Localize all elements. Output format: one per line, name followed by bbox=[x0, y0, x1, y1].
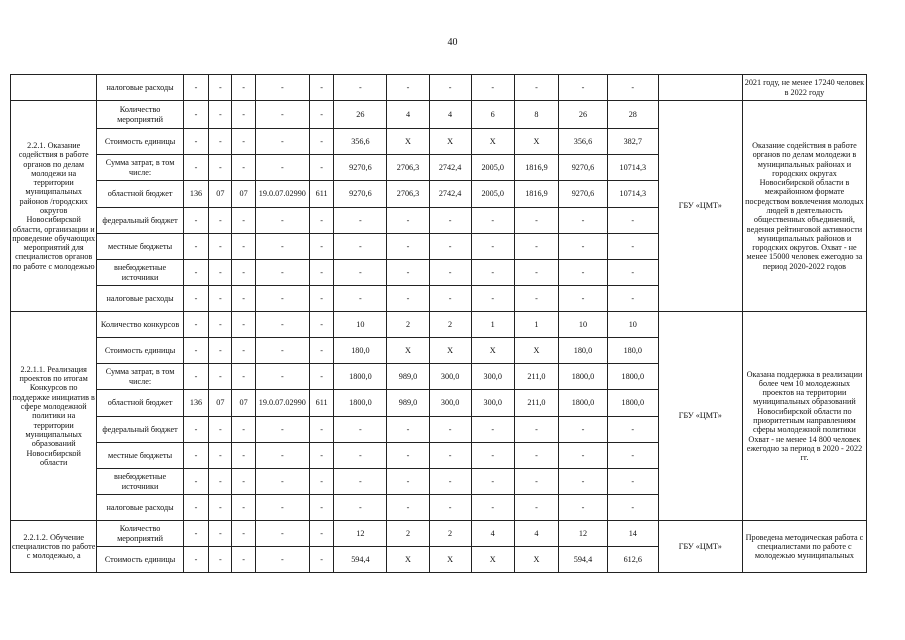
value-cell: 10714,3 bbox=[607, 181, 658, 208]
value-cell: - bbox=[387, 286, 429, 312]
value-cell: - bbox=[514, 443, 558, 469]
expected-result-cell: Оказана поддержка в реализации более чем 10 молодежных проектов на территории муниципальных образований Новосибирской области по приоритетным направлениям сферы молодежной политики Охват - не менее 14 800 человек ежегодно за период в 2020 - 2022 гг. bbox=[742, 312, 866, 521]
value-cell: - bbox=[471, 443, 514, 469]
value-cell: X bbox=[387, 547, 429, 573]
value-cell: - bbox=[514, 417, 558, 443]
code-cell: - bbox=[255, 260, 309, 286]
indicator-cell: Количество мероприятий bbox=[97, 521, 183, 547]
value-cell: 12 bbox=[559, 521, 608, 547]
code-cell: - bbox=[255, 234, 309, 260]
value-cell: - bbox=[387, 260, 429, 286]
value-cell: 612,6 bbox=[607, 547, 658, 573]
value-cell: - bbox=[387, 417, 429, 443]
code-cell: - bbox=[255, 469, 309, 495]
value-cell: - bbox=[471, 260, 514, 286]
code-cell: 611 bbox=[309, 181, 333, 208]
code-cell: - bbox=[209, 469, 232, 495]
code-cell: - bbox=[209, 234, 232, 260]
value-cell: 211,0 bbox=[514, 364, 558, 390]
value-cell: - bbox=[429, 286, 471, 312]
expected-result-cell: Проведена методическая работа с специалистами по работе с молодежью муниципальных bbox=[742, 521, 866, 573]
code-cell: - bbox=[183, 364, 208, 390]
code-cell: 07 bbox=[209, 181, 232, 208]
value-cell: X bbox=[429, 338, 471, 364]
value-cell: - bbox=[334, 208, 387, 234]
value-cell: - bbox=[607, 208, 658, 234]
value-cell: 989,0 bbox=[387, 364, 429, 390]
value-cell: X bbox=[429, 547, 471, 573]
value-cell: - bbox=[387, 495, 429, 521]
code-cell: 136 bbox=[183, 390, 208, 417]
value-cell: X bbox=[429, 129, 471, 155]
code-cell: - bbox=[209, 443, 232, 469]
code-cell: - bbox=[183, 260, 208, 286]
code-cell: - bbox=[209, 129, 232, 155]
executor-cell bbox=[658, 75, 742, 101]
value-cell: - bbox=[514, 286, 558, 312]
value-cell: 4 bbox=[471, 521, 514, 547]
value-cell: - bbox=[334, 469, 387, 495]
code-cell: - bbox=[209, 547, 232, 573]
code-cell: - bbox=[232, 469, 255, 495]
code-cell: - bbox=[183, 495, 208, 521]
code-cell: - bbox=[183, 234, 208, 260]
value-cell: 1800,0 bbox=[607, 390, 658, 417]
value-cell: - bbox=[514, 208, 558, 234]
executor-cell: ГБУ «ЦМТ» bbox=[658, 521, 742, 573]
value-cell: 180,0 bbox=[607, 338, 658, 364]
value-cell: - bbox=[559, 208, 608, 234]
value-cell: - bbox=[334, 417, 387, 443]
code-cell: - bbox=[183, 338, 208, 364]
value-cell: - bbox=[429, 495, 471, 521]
value-cell: - bbox=[559, 286, 608, 312]
value-cell: 180,0 bbox=[334, 338, 387, 364]
measure-name-cell: 2.2.1. Оказание содействия в работе органов по делам молодежи на территории муниципальных районов /городских округов Новосибирской области, организации и проведение обучающих мероприятий для специалистов органов по работе с молодежью bbox=[11, 101, 97, 312]
value-cell: 2 bbox=[387, 521, 429, 547]
code-cell: - bbox=[183, 469, 208, 495]
code-cell: - bbox=[183, 312, 208, 338]
value-cell: 2706,3 bbox=[387, 155, 429, 181]
code-cell: - bbox=[209, 75, 232, 101]
code-cell: - bbox=[309, 155, 333, 181]
code-cell: - bbox=[309, 547, 333, 573]
code-cell: - bbox=[209, 521, 232, 547]
indicator-cell: Количество конкурсов bbox=[97, 312, 183, 338]
code-cell: - bbox=[255, 75, 309, 101]
code-cell: - bbox=[183, 208, 208, 234]
code-cell: 136 bbox=[183, 181, 208, 208]
code-cell: - bbox=[255, 338, 309, 364]
value-cell: X bbox=[514, 547, 558, 573]
indicator-cell: местные бюджеты bbox=[97, 234, 183, 260]
value-cell: 26 bbox=[559, 101, 608, 129]
executor-cell: ГБУ «ЦМТ» bbox=[658, 101, 742, 312]
value-cell: - bbox=[429, 208, 471, 234]
value-cell: 26 bbox=[334, 101, 387, 129]
program-table bbox=[10, 74, 867, 573]
code-cell: 611 bbox=[309, 390, 333, 417]
value-cell: - bbox=[429, 234, 471, 260]
value-cell: 1800,0 bbox=[334, 390, 387, 417]
code-cell: - bbox=[232, 129, 255, 155]
value-cell: 594,4 bbox=[334, 547, 387, 573]
code-cell: - bbox=[183, 286, 208, 312]
indicator-cell: налоговые расходы bbox=[97, 495, 183, 521]
value-cell: 10 bbox=[559, 312, 608, 338]
code-cell: - bbox=[232, 547, 255, 573]
value-cell: - bbox=[607, 75, 658, 101]
code-cell: - bbox=[309, 469, 333, 495]
value-cell: - bbox=[387, 443, 429, 469]
value-cell: - bbox=[429, 75, 471, 101]
indicator-cell: Сумма затрат, в том числе: bbox=[97, 155, 183, 181]
code-cell: - bbox=[232, 75, 255, 101]
value-cell: 989,0 bbox=[387, 390, 429, 417]
measure-name-cell: 2.2.1.2. Обучение специалистов по работе с молодежью, а bbox=[11, 521, 97, 573]
value-cell: - bbox=[471, 75, 514, 101]
value-cell: 14 bbox=[607, 521, 658, 547]
value-cell: 300,0 bbox=[471, 390, 514, 417]
value-cell: - bbox=[429, 417, 471, 443]
value-cell: 2005,0 bbox=[471, 155, 514, 181]
value-cell: 1 bbox=[471, 312, 514, 338]
value-cell: 2742,4 bbox=[429, 155, 471, 181]
code-cell: - bbox=[309, 75, 333, 101]
code-cell: - bbox=[183, 101, 208, 129]
code-cell: 19.0.07.02990 bbox=[255, 181, 309, 208]
code-cell: - bbox=[209, 155, 232, 181]
value-cell: - bbox=[607, 286, 658, 312]
value-cell: - bbox=[471, 286, 514, 312]
code-cell: - bbox=[255, 364, 309, 390]
code-cell: - bbox=[232, 364, 255, 390]
value-cell: 9270,6 bbox=[334, 155, 387, 181]
table-row bbox=[11, 75, 867, 101]
value-cell: 10 bbox=[334, 312, 387, 338]
code-cell: - bbox=[232, 417, 255, 443]
code-cell: 07 bbox=[232, 181, 255, 208]
code-cell: - bbox=[309, 129, 333, 155]
value-cell: - bbox=[334, 260, 387, 286]
code-cell: - bbox=[309, 286, 333, 312]
code-cell: - bbox=[255, 101, 309, 129]
code-cell: - bbox=[232, 338, 255, 364]
value-cell: - bbox=[607, 469, 658, 495]
indicator-cell: областной бюджет bbox=[97, 390, 183, 417]
code-cell: - bbox=[232, 234, 255, 260]
value-cell: - bbox=[429, 443, 471, 469]
code-cell: - bbox=[183, 443, 208, 469]
code-cell: - bbox=[309, 260, 333, 286]
indicator-cell: Стоимость единицы bbox=[97, 129, 183, 155]
value-cell: 1800,0 bbox=[559, 364, 608, 390]
code-cell: 19.0.07.02990 bbox=[255, 390, 309, 417]
code-cell: - bbox=[255, 547, 309, 573]
name-cell bbox=[11, 75, 97, 101]
value-cell: - bbox=[607, 234, 658, 260]
value-cell: 594,4 bbox=[559, 547, 608, 573]
code-cell: - bbox=[209, 364, 232, 390]
value-cell: - bbox=[607, 260, 658, 286]
value-cell: 2005,0 bbox=[471, 181, 514, 208]
code-cell: - bbox=[309, 417, 333, 443]
value-cell: 356,6 bbox=[559, 129, 608, 155]
code-cell: - bbox=[183, 547, 208, 573]
table-row bbox=[11, 101, 867, 129]
code-cell: - bbox=[232, 260, 255, 286]
value-cell: 1800,0 bbox=[607, 364, 658, 390]
value-cell: 12 bbox=[334, 521, 387, 547]
code-cell: - bbox=[183, 129, 208, 155]
value-cell: - bbox=[559, 75, 608, 101]
code-cell: - bbox=[255, 208, 309, 234]
value-cell: 300,0 bbox=[471, 364, 514, 390]
value-cell: - bbox=[471, 208, 514, 234]
code-cell: - bbox=[309, 443, 333, 469]
code-cell: - bbox=[232, 495, 255, 521]
value-cell: 2706,3 bbox=[387, 181, 429, 208]
code-cell: - bbox=[255, 495, 309, 521]
code-cell: - bbox=[232, 286, 255, 312]
indicator-cell: налоговые расходы bbox=[97, 286, 183, 312]
value-cell: 9270,6 bbox=[559, 155, 608, 181]
code-cell: - bbox=[209, 101, 232, 129]
value-cell: - bbox=[607, 443, 658, 469]
code-cell: - bbox=[183, 75, 208, 101]
value-cell: 28 bbox=[607, 101, 658, 129]
value-cell: - bbox=[471, 234, 514, 260]
code-cell: - bbox=[232, 155, 255, 181]
value-cell: 4 bbox=[514, 521, 558, 547]
value-cell: - bbox=[387, 75, 429, 101]
code-cell: - bbox=[255, 521, 309, 547]
value-cell: 180,0 bbox=[559, 338, 608, 364]
indicator-cell: налоговые расходы bbox=[97, 75, 183, 101]
measure-name-cell: 2.2.1.1. Реализация проектов по итогам Конкурсов по поддержке инициатив в сфере молодежной политики на территории муниципальных образований Новосибирской области bbox=[11, 312, 97, 521]
value-cell: 9270,6 bbox=[559, 181, 608, 208]
value-cell: X bbox=[387, 338, 429, 364]
code-cell: - bbox=[209, 417, 232, 443]
value-cell: 211,0 bbox=[514, 390, 558, 417]
expected-result-cell: Оказание содействия в работе органов по делам молодежи в муниципальных районах и городских округах Новосибирской области в межрайонном формате посредством вовлечения молодых людей в деятельность общественных объединений, ведения рейтинговой активности муниципальных районов и городских округов. Охват - не менее 15000 человек ежегодно за период 2020-2022 годов bbox=[742, 101, 866, 312]
code-cell: - bbox=[255, 129, 309, 155]
indicator-cell: внебюджетные источники bbox=[97, 260, 183, 286]
value-cell: - bbox=[514, 495, 558, 521]
code-cell: - bbox=[232, 521, 255, 547]
value-cell: - bbox=[387, 234, 429, 260]
result-cell: 2021 году, не менее 17240 человек в 2022 году bbox=[742, 75, 866, 101]
value-cell: 2 bbox=[387, 312, 429, 338]
value-cell: 6 bbox=[471, 101, 514, 129]
value-cell: - bbox=[387, 469, 429, 495]
indicator-cell: федеральный бюджет bbox=[97, 208, 183, 234]
code-cell: - bbox=[209, 338, 232, 364]
code-cell: - bbox=[309, 521, 333, 547]
code-cell: - bbox=[183, 417, 208, 443]
code-cell: 07 bbox=[209, 390, 232, 417]
value-cell: 1800,0 bbox=[559, 390, 608, 417]
code-cell: - bbox=[309, 364, 333, 390]
code-cell: - bbox=[309, 495, 333, 521]
value-cell: - bbox=[514, 75, 558, 101]
value-cell: - bbox=[334, 286, 387, 312]
code-cell: - bbox=[183, 521, 208, 547]
value-cell: - bbox=[334, 443, 387, 469]
value-cell: 1 bbox=[514, 312, 558, 338]
value-cell: 2 bbox=[429, 521, 471, 547]
value-cell: 300,0 bbox=[429, 390, 471, 417]
value-cell: - bbox=[334, 75, 387, 101]
code-cell: - bbox=[209, 286, 232, 312]
value-cell: 8 bbox=[514, 101, 558, 129]
value-cell: - bbox=[559, 443, 608, 469]
code-cell: - bbox=[209, 312, 232, 338]
code-cell: 07 bbox=[232, 390, 255, 417]
value-cell: - bbox=[559, 495, 608, 521]
code-cell: - bbox=[309, 234, 333, 260]
code-cell: - bbox=[183, 155, 208, 181]
value-cell: 4 bbox=[429, 101, 471, 129]
value-cell: - bbox=[607, 495, 658, 521]
code-cell: - bbox=[255, 286, 309, 312]
page-number: 40 bbox=[447, 37, 458, 48]
value-cell: 382,7 bbox=[607, 129, 658, 155]
indicator-cell: внебюджетные источники bbox=[97, 469, 183, 495]
value-cell: 2 bbox=[429, 312, 471, 338]
value-cell: X bbox=[514, 129, 558, 155]
value-cell: 356,6 bbox=[334, 129, 387, 155]
table-row bbox=[11, 312, 867, 338]
indicator-cell: Количество мероприятий bbox=[97, 101, 183, 129]
code-cell: - bbox=[255, 443, 309, 469]
executor-cell: ГБУ «ЦМТ» bbox=[658, 312, 742, 521]
code-cell: - bbox=[255, 155, 309, 181]
value-cell: - bbox=[559, 417, 608, 443]
code-cell: - bbox=[255, 417, 309, 443]
value-cell: 1816,9 bbox=[514, 181, 558, 208]
value-cell: - bbox=[607, 417, 658, 443]
value-cell: X bbox=[514, 338, 558, 364]
value-cell: - bbox=[471, 495, 514, 521]
value-cell: - bbox=[387, 208, 429, 234]
value-cell: X bbox=[471, 129, 514, 155]
code-cell: - bbox=[209, 495, 232, 521]
indicator-cell: областной бюджет bbox=[97, 181, 183, 208]
value-cell: - bbox=[334, 495, 387, 521]
value-cell: - bbox=[559, 234, 608, 260]
value-cell: - bbox=[514, 260, 558, 286]
indicator-cell: Сумма затрат, в том числе: bbox=[97, 364, 183, 390]
indicator-cell: Стоимость единицы bbox=[97, 338, 183, 364]
value-cell: - bbox=[429, 469, 471, 495]
code-cell: - bbox=[232, 208, 255, 234]
value-cell: 10714,3 bbox=[607, 155, 658, 181]
code-cell: - bbox=[309, 101, 333, 129]
value-cell: 10 bbox=[607, 312, 658, 338]
value-cell: - bbox=[429, 260, 471, 286]
value-cell: - bbox=[334, 234, 387, 260]
code-cell: - bbox=[232, 101, 255, 129]
code-cell: - bbox=[255, 312, 309, 338]
value-cell: 300,0 bbox=[429, 364, 471, 390]
code-cell: - bbox=[309, 208, 333, 234]
code-cell: - bbox=[309, 312, 333, 338]
value-cell: - bbox=[471, 417, 514, 443]
value-cell: 2742,4 bbox=[429, 181, 471, 208]
code-cell: - bbox=[232, 312, 255, 338]
value-cell: 1816,9 bbox=[514, 155, 558, 181]
value-cell: - bbox=[514, 234, 558, 260]
code-cell: - bbox=[309, 338, 333, 364]
indicator-cell: местные бюджеты bbox=[97, 443, 183, 469]
value-cell: - bbox=[559, 469, 608, 495]
value-cell: - bbox=[514, 469, 558, 495]
value-cell: X bbox=[471, 547, 514, 573]
indicator-cell: Стоимость единицы bbox=[97, 547, 183, 573]
value-cell: - bbox=[559, 260, 608, 286]
value-cell: 4 bbox=[387, 101, 429, 129]
value-cell: 9270,6 bbox=[334, 181, 387, 208]
table-row bbox=[11, 521, 867, 547]
indicator-cell: федеральный бюджет bbox=[97, 417, 183, 443]
code-cell: - bbox=[209, 260, 232, 286]
code-cell: - bbox=[232, 443, 255, 469]
value-cell: X bbox=[471, 338, 514, 364]
value-cell: X bbox=[387, 129, 429, 155]
value-cell: 1800,0 bbox=[334, 364, 387, 390]
code-cell: - bbox=[209, 208, 232, 234]
value-cell: - bbox=[471, 469, 514, 495]
